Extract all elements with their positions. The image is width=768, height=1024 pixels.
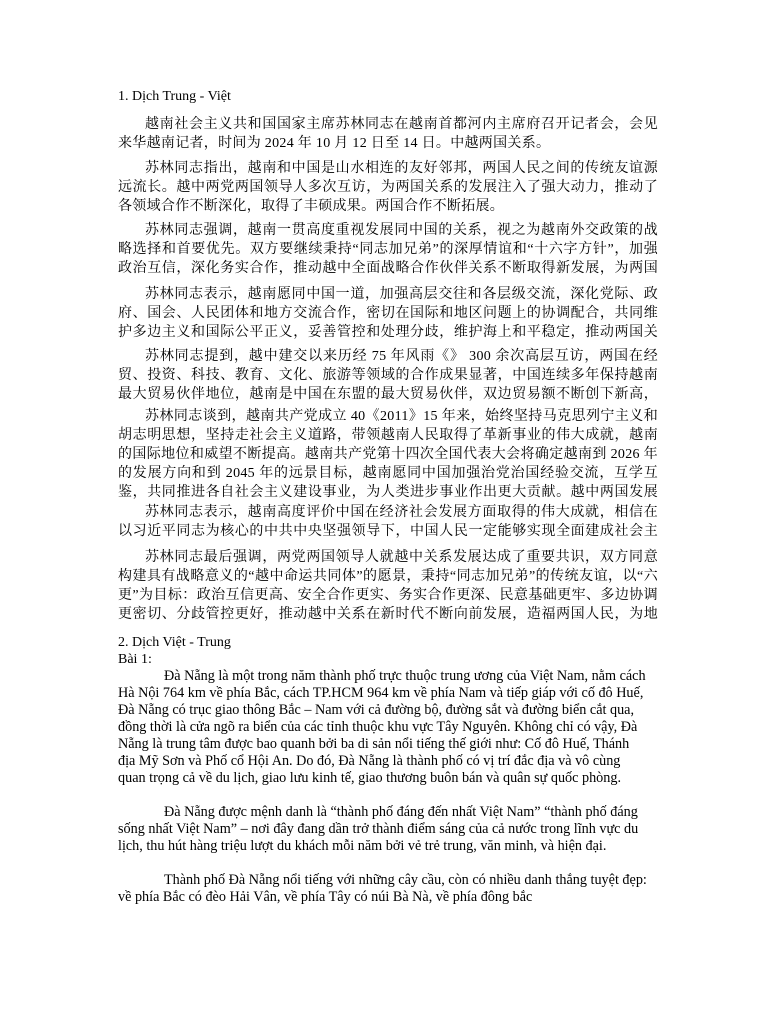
section-2-heading: 2. Dịch Việt - Trung (118, 635, 231, 650)
zh-paragraph-6: 苏林同志谈到，越南共产党成立 40《2011》15 年来，始终坚持马克思列宁主义和胡志明思想，坚持走社会主义道路，带领越南人民取得了革新事业的伟大成就，越南的国际地位和威望不断提高。越南共产党第十四次全国代表大会将确定越南到 2026 年的发展方向和到 2045 年的远景目标，越南愿同中国加强治党治国经验交流，互学互鉴，共同推进各自社会主义建设事业，为人类进步事业作出更大贡献。越中两国发展 (118, 409, 658, 500)
section-1-heading: 1. Dịch Trung - Việt (118, 89, 231, 104)
zh-paragraph-1: 越南社会主义共和国国家主席苏林同志在越南首都河内主席府召开记者会，会见来华越南记者，时间为 2024 年 10 月 12 日至 14 日。中越两国关系。 (118, 117, 658, 151)
vi-paragraph-3: Thành phố Đà Nẵng nổi tiếng với những cây cầu, còn có nhiều danh thắng tuyệt đẹp: về phía Bắc có đèo Hải Vân, về phía Tây có núi Bà Nà, về phía đông bắc (118, 872, 647, 905)
zh-paragraph-2: 苏林同志指出，越南和中国是山水相连的友好邻邦，两国人民之间的传统友谊源远流长。越中两党两国领导人多次互访，为两国关系的发展注入了强大动力，推动了各领域合作不断深化，取得了丰硕成果。两国合作不断拓展。 (118, 161, 658, 214)
exercise-label: Bài 1: (118, 652, 152, 667)
zh-paragraph-3: 苏林同志强调，越南一贯高度重视发展同中国的关系，视之为越南外交政策的战略选择和首要优先。双方要继续秉持“同志加兄弟”的深厚情谊和“十六字方针”，加强政治互信，深化务实合作，推动越中全面战略合作伙伴关系不断取得新发展，为两国 (118, 223, 658, 276)
zh-paragraph-7: 苏林同志表示，越南高度评价中国在经济社会发展方面取得的伟大成就，相信在以习近平同志为核心的中共中央坚强领导下，中国人民一定能够实现全面建成社会主 (118, 505, 658, 539)
vi-paragraph-1: Đà Nẵng là một trong năm thành phố trực thuộc trung ương của Việt Nam, nằm cách Hà Nội 764 km về phía Bắc, cách TP.HCM 964 km về phía Nam và tiếp giáp với cố đô Huế, Đà Nẵng có trục giao thông Bắc – Nam với cả đường bộ, đường sắt và đường biển cắt qua, đồng thời là cửa ngõ ra biển của các tỉnh thuộc khu vực Tây Nguyên. Không chỉ có vậy, Đà Nẵng là trung tâm được bao quanh bởi ba di sản nổi tiếng thế giới như: Cố đô Huế, Thánh địa Mỹ Sơn và Phố cổ Hội An. Do đó, Đà Nẵng là thành phố có vị trí đắc địa và vô cùng quan trọng cả về du lịch, giao lưu kinh tế, giao thương buôn bán và quân sự quốc phòng. (118, 668, 646, 786)
zh-paragraph-5: 苏林同志提到，越中建交以来历经 75 年风雨《》 300 余次高层互访，两国在经贸、投资、科技、教育、文化、旅游等领域的合作成果显著，中国连续多年保持越南最大贸易伙伴地位，越南是中国在东盟的最大贸易伙伴，双边贸易额不断创下新高， (118, 349, 658, 402)
vi-paragraph-2: Đà Nẵng được mệnh danh là “thành phố đáng đến nhất Việt Nam” “thành phố đáng sống nhất Việt Nam” – nơi đây đang dần trở thành điểm sáng của cả nước trong lĩnh vực du lịch, thu hút hàng triệu lượt du khách mỗi năm bởi vẻ trẻ trung, văn minh, và hiện đại. (118, 804, 639, 854)
zh-paragraph-8: 苏林同志最后强调，两党两国领导人就越中关系发展达成了重要共识，双方同意构建具有战略意义的“越中命运共同体”的愿景，秉持“同志加兄弟”的传统友谊，以“六更”为目标：政治互信更高、安全合作更实、务实合作更深、民意基础更牢、多边协调更密切、分歧管控更好，推动越中关系在新时代不断向前发展，造福两国人民，为地 (118, 550, 658, 622)
zh-paragraph-4: 苏林同志表示，越南愿同中国一道，加强高层交往和各层级交流，深化党际、政府、国会、人民团体和地方交流合作，密切在国际和地区问题上的协调配合，共同维护多边主义和国际公平正义，妥善管控和处理分歧，维护海上和平稳定，推动两国关 (118, 287, 658, 340)
